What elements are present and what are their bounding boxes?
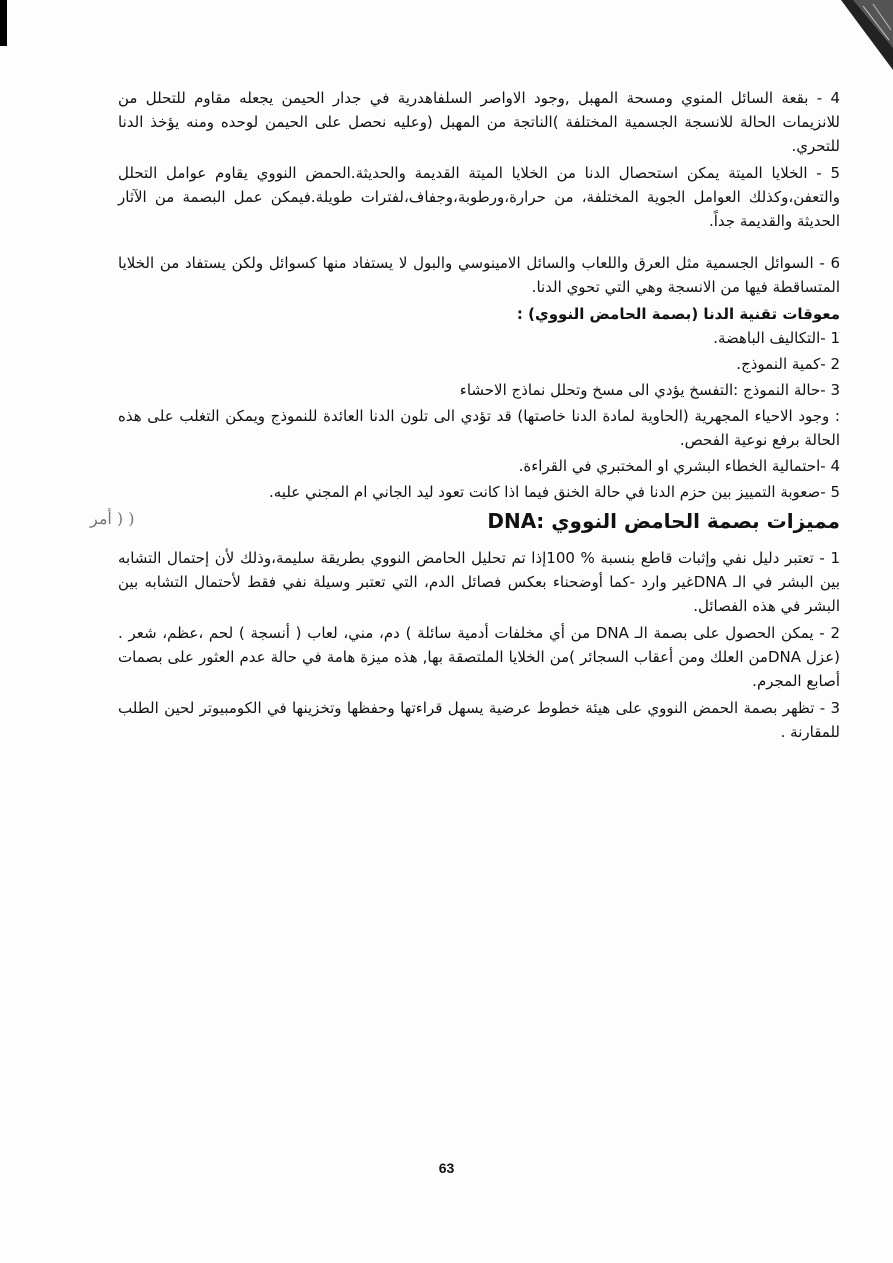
corner-scan-artifact bbox=[833, 0, 893, 80]
obstacle-item: : وجود الاحياء المجهرية (الحاوية لمادة الدنا خاصتها) قد تؤدي الى تلون الدنا العائدة للنموذج ويمكن التغلب على هذه الحالة برفع نوعية الفحص. bbox=[118, 407, 840, 449]
obstacles-heading: معوقات تقنية الدنا (بصمة الحامض النووي) : bbox=[516, 305, 840, 323]
feature-item: 1 - تعتبر دليل نفي وإثبات قاطع بنسبة % 100إذا تم تحليل الحامض النووي بطريقة سليمة،وذلك لأن إحتمال التشابه بين البشر في الـ DNAغير وارد -كما أوضحناء بعكس فصائل الدم، التي تعتبر وسيلة نفي فقط لأحتمال التشابه بين البشر في هذه الفصائل. bbox=[118, 549, 841, 615]
page-number: 63 bbox=[438, 1160, 455, 1176]
feature-item: 3 - تظهر بصمة الحمض النووي على هيئة خطوط عرضية يسهل قراءتها وحفظها وتخزينها في الكومبيوتر لحين الطلب للمقارنة . bbox=[118, 699, 840, 741]
paragraph-semen-stain: 4 - بقعة السائل المنوي ومسحة المهبل ,وجود الاواصر السلفاهدرية في جدار الحيمن يجعله مقاوم للتحلل من للانزيمات الحالة للانسجة الجسمية المختلفة )الناتجة من المهبل (وعليه نحصل على الحيمن لوحده ومنه يؤخذ الدنا للتحري. bbox=[118, 89, 840, 155]
obstacle-item: 2 -كمية النموذج. bbox=[736, 355, 840, 373]
obstacle-item: 5 -صعوبة التمييز بين حزم الدنا في حالة الخنق فيما اذا كانت تعود ليد الجاني ام المجني عليه. bbox=[269, 483, 840, 501]
paragraph-dead-cells: 5 - الخلايا الميتة يمكن استحصال الدنا من الخلايا الميتة القديمة والحديثة.الحمض النووي يقاوم عوامل التحلل والتعفن،وكذلك العوامل الجوية المختلفة، من حرارة،ورطوبة،وجفاف،لفترات طويلة.فيمكن عمل البصمة من الآثار الحديثة والقديمة جداً. bbox=[118, 164, 840, 230]
obstacle-item: 3 -حالة النموذج :التفسخ يؤدي الى مسخ وتحلل نماذج الاحشاء bbox=[459, 381, 840, 399]
obstacle-item: 4 -احتمالية الخطاء البشري او المختبري في القراءة. bbox=[518, 457, 840, 475]
obstacle-item: 1 -التكاليف الباهضة. bbox=[713, 329, 840, 347]
feature-item: 2 - يمكن الحصول على بصمة الـ DNA من أي مخلفات أدمية سائلة ) دم، مني، لعاب ( أنسجة ) لحم ،عظم، شعر .(عزل DNAمن العلك ومن أعقاب السجائر )من الخلايا الملتصقة بها, هذه ميزة هامة في حالة عدم العثور على بصمات أصابع المجرم. bbox=[118, 624, 840, 690]
handwritten-margin-note: ( ( أمر bbox=[90, 509, 135, 528]
document-body bbox=[118, 86, 840, 747]
features-heading: مميزات بصمة الحامض النووي :DNA bbox=[487, 509, 840, 533]
scan-edge-mark bbox=[0, 0, 7, 46]
paragraph-body-fluids: 6 - السوائل الجسمية مثل العرق واللعاب والسائل الامينوسي والبول لا يستفاد منها كسوائل ولكن يستفاد من الخلايا المتساقطة فيها من الانسجة وهي التي تحوي الدنا. bbox=[118, 254, 840, 296]
